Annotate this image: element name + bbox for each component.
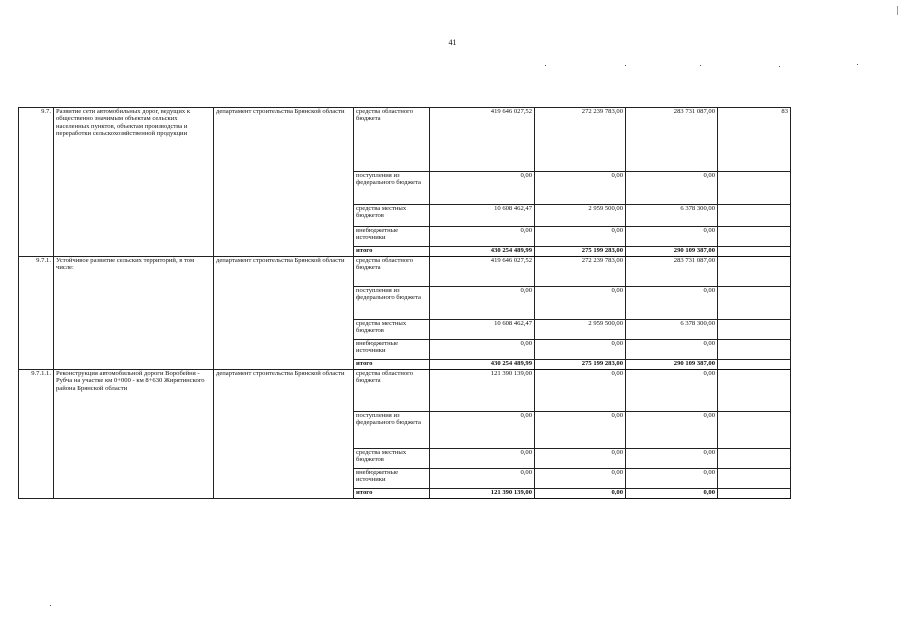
section-code: 9.7. (19, 108, 54, 257)
budget-table (18, 107, 791, 499)
amount-col-2: 0,00 (535, 172, 626, 205)
amount-col-4 (718, 287, 791, 320)
amount-col-3: 0,00 (626, 469, 718, 489)
amount-col-2: 275 199 283,00 (535, 360, 626, 370)
amount-col-1: 10 608 462,47 (430, 205, 535, 227)
amount-col-2: 272 239 783,00 (535, 108, 626, 172)
amount-col-4 (718, 370, 791, 412)
amount-col-3: 0,00 (626, 227, 718, 247)
amount-col-3: 290 109 387,00 (626, 247, 718, 257)
funding-source: итого (354, 247, 430, 257)
funding-source: внебюджетные источники (354, 227, 430, 247)
section-executor: департамент строительства Брянской области (214, 370, 354, 499)
section-name: Развитие сети автомобильных дорог, ведущих к общественно значимым объектам сельских населенных пунктов, объектам производства и переработки сельскохозяйственной продукции (54, 108, 214, 257)
amount-col-4 (718, 469, 791, 489)
amount-col-4 (718, 247, 791, 257)
section-name: Реконструкция автомобильной дороги Воробейня - Рубча на участке км 0+000 - км 8+630 Жирятинского района Брянской области (54, 370, 214, 499)
amount-col-2: 0,00 (535, 489, 626, 499)
amount-col-3: 0,00 (626, 172, 718, 205)
amount-col-2: 0,00 (535, 370, 626, 412)
amount-col-2: 2 959 500,00 (535, 205, 626, 227)
amount-col-3: 6 378 300,00 (626, 205, 718, 227)
amount-col-1: 10 608 462,47 (430, 320, 535, 340)
amount-col-3: 6 378 300,00 (626, 320, 718, 340)
funding-source: средства местных бюджетов (354, 205, 430, 227)
amount-col-3: 0,00 (626, 370, 718, 412)
funding-source: средства областного бюджета (354, 370, 430, 412)
amount-col-1: 430 254 489,99 (430, 247, 535, 257)
amount-col-4: 83 (718, 108, 791, 172)
amount-col-1: 0,00 (430, 469, 535, 489)
table-row (19, 108, 791, 172)
funding-source: поступления из федерального бюджета (354, 412, 430, 449)
amount-col-1: 0,00 (430, 227, 535, 247)
amount-col-1: 0,00 (430, 287, 535, 320)
amount-col-1: 430 254 489,99 (430, 360, 535, 370)
amount-col-2: 0,00 (535, 287, 626, 320)
amount-col-2: 0,00 (535, 469, 626, 489)
amount-col-2: 0,00 (535, 340, 626, 360)
amount-col-4 (718, 449, 791, 469)
section-name: Устойчивое развитие сельских территорий, в том числе: (54, 257, 214, 370)
funding-source: средства областного бюджета (354, 108, 430, 172)
amount-col-4 (718, 205, 791, 227)
amount-col-2: 0,00 (535, 227, 626, 247)
amount-col-1: 0,00 (430, 340, 535, 360)
amount-col-4 (718, 340, 791, 360)
amount-col-4 (718, 227, 791, 247)
amount-col-4 (718, 257, 791, 287)
page-number: 41 (448, 38, 457, 47)
amount-col-3: 0,00 (626, 340, 718, 360)
section-executor: департамент строительства Брянской области (214, 257, 354, 370)
section-code: 9.7.1.1. (19, 370, 54, 499)
funding-source: средства областного бюджета (354, 257, 430, 287)
amount-col-2: 0,00 (535, 412, 626, 449)
amount-col-4 (718, 489, 791, 499)
amount-col-3: 283 731 087,00 (626, 108, 718, 172)
funding-source: средства местных бюджетов (354, 449, 430, 469)
amount-col-3: 283 731 087,00 (626, 257, 718, 287)
table-row (19, 257, 791, 287)
amount-col-3: 0,00 (626, 287, 718, 320)
amount-col-1: 0,00 (430, 449, 535, 469)
section-executor: департамент строительства Брянской области (214, 108, 354, 257)
amount-col-1: 121 390 139,00 (430, 489, 535, 499)
amount-col-2: 2 959 500,00 (535, 320, 626, 340)
amount-col-1: 419 646 027,52 (430, 257, 535, 287)
amount-col-2: 275 199 283,00 (535, 247, 626, 257)
funding-source: поступления из федерального бюджета (354, 172, 430, 205)
scan-edge-mark (897, 6, 898, 15)
table-body (19, 108, 791, 499)
funding-source: поступления из федерального бюджета (354, 287, 430, 320)
table-row (19, 370, 791, 412)
amount-col-3: 0,00 (626, 489, 718, 499)
funding-source: внебюджетные источники (354, 340, 430, 360)
funding-source: итого (354, 360, 430, 370)
amount-col-1: 121 390 139,00 (430, 370, 535, 412)
amount-col-1: 0,00 (430, 412, 535, 449)
amount-col-1: 419 646 027,52 (430, 108, 535, 172)
amount-col-4 (718, 320, 791, 340)
amount-col-4 (718, 360, 791, 370)
amount-col-3: 290 109 387,00 (626, 360, 718, 370)
amount-col-3: 0,00 (626, 412, 718, 449)
amount-col-1: 0,00 (430, 172, 535, 205)
funding-source: средства местных бюджетов (354, 320, 430, 340)
section-code: 9.7.1. (19, 257, 54, 370)
amount-col-4 (718, 412, 791, 449)
amount-col-2: 0,00 (535, 449, 626, 469)
funding-source: итого (354, 489, 430, 499)
amount-col-4 (718, 172, 791, 205)
amount-col-2: 272 239 783,00 (535, 257, 626, 287)
funding-source: внебюджетные источники (354, 469, 430, 489)
amount-col-3: 0,00 (626, 449, 718, 469)
